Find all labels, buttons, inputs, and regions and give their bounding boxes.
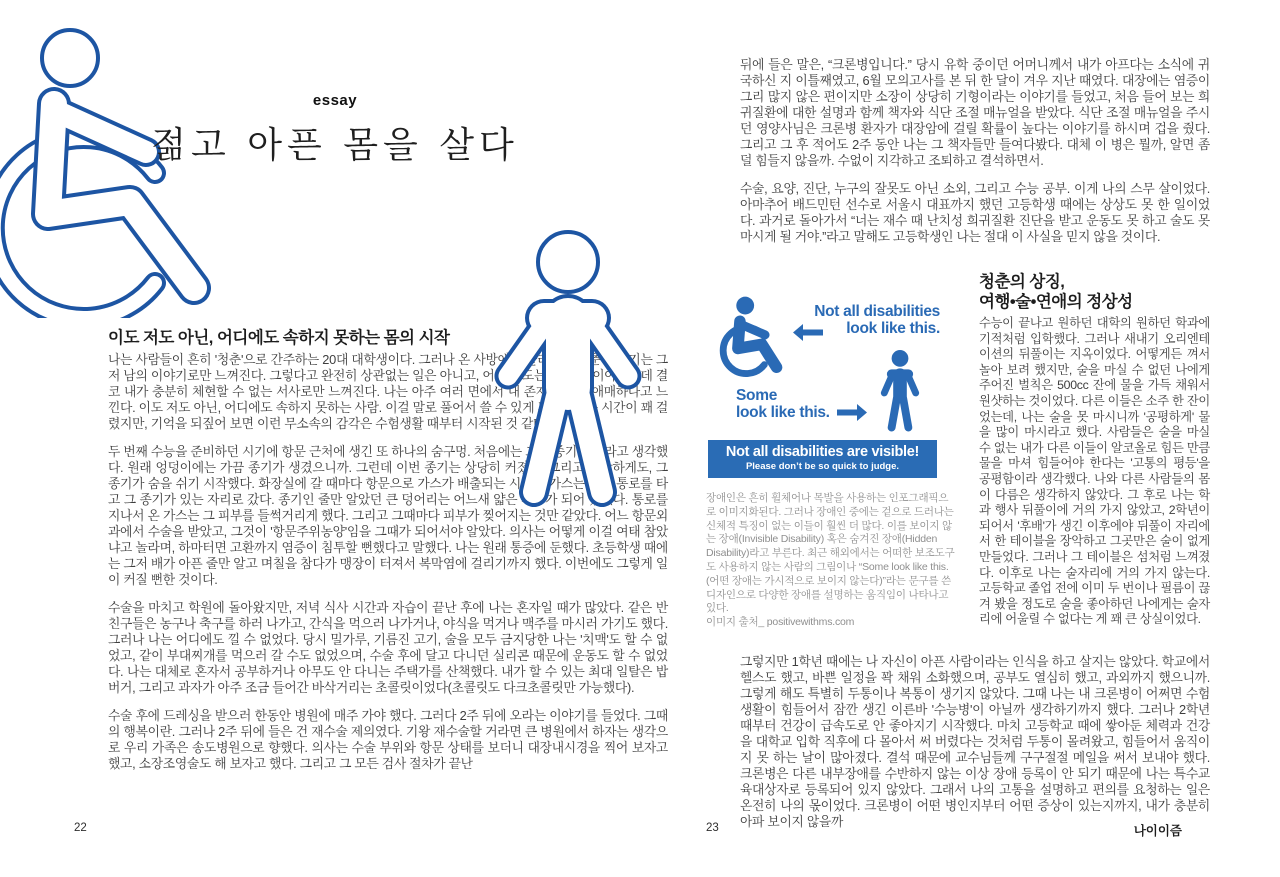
right-column-text: 수능이 끝나고 원하던 대학의 원하던 학과에 기적처럼 입학했다. 그러나 새내기 오리엔테이션의 뒤풀이는 지옥이었다. 어떻게든 껴서 놀아 보려 했지만, 술을 마실 수 없던 나에게 주어진 벌칙은 500cc 잔에 물을 가득 채워서 원샷하는 것이었다. 다른 이들은 소주 한 잔이었는데, 나는 술을 못 마시니까 '공평하게' 물을 많이 마시라고 했다. 사람들은 술을 마실 수 없는 내가 다른 이들이 알코올로 힘든 만큼 물을 마셔 힘들어야 한다는 '고통의 평등'을 공평함이라 생각했다. 나와 다른 사람들의 몸이 다름은 생각하지 않았다. 그 후로 나는 학과 행사 뒤풀이에 거의 가지 않았고, 2학년이 되어서 '후배'가 생긴 이후에야 뒤풀이 자리에서 한 테이블을 장악하고 그곳만은 술이 없게 만들었다. 그러나 그 테이블은 섬처럼 느껴졌다. 이후로 나는 술자리에 거의 가지 않는다. 고등학교 졸업 전에 이미 두 번이나 필름이 끊겨 봤을 정도로 술을 좋아하던 나에게는 술자리에 어울릴 수 없다는 게 꽤 큰 상실이었다. [979,316,1210,627]
standing-person-icon [878,350,922,438]
arrow-left-icon [792,324,824,341]
infographic-caption: 장애인은 흔히 휠체어나 목발을 사용하는 인포그래픽으로 이미지화된다. 그러나 장애인 중에는 겉으로 드러나는 신체적 특징이 없는 이들이 훨씬 더 많다. 이를 보이지 않는 장애(Invisible Disability) 혹은 숨겨진 장애(Hidden Disability)라고 부른다. 최근 해외에서는 어떠한 보조도구도 사용하지 않는 사람의 그림이나 “Some look like this. (어떤 장애는 가시적으로 보이지 않는다)”라는 문구를 쓴 디자인으로 다양한 장애를 설명하는 움직임이 나타나고 있다. 이미지 출처_ positivewithms.com [706,492,958,630]
infographic-banner: Not all disabilities are visible! Please don’t be so quick to judge. [708,440,937,478]
paragraph: 뒤에 들은 말은, “크론병입니다.” 당시 유학 중이던 어머니께서 내가 아프다는 소식에 귀국하신 지 이틀째였고, 6월 모의고사를 본 뒤 한 달이 겨우 지난 때였다. 대장에는 염증이 그리 많지 않은 편이지만 소장이 상당히 기형이라는 이야기를 들었고, 처음 들어 보는 희귀질환에 대한 설명과 함께 책자와 식단 조절 매뉴얼을 받았다. 식단 조절 매뉴얼을 주시던 영양사님은 크론병 환자가 대장암에 걸릴 확률이 높다는 이야기를 하시며 겁을 줬다. 그리고 그 후 적어도 2주 동안 나는 그 책자들만 들여다봤다. 대체 이 병은 뭘까, 알면 좀 덜 힘들지 않을까. 수없이 지각하고 조퇴하고 결석하면서. [740,57,1210,168]
infographic-label-some: Some look like this. [736,387,830,421]
left-section-heading: 이도 저도 아닌, 어디에도 속하지 못하는 몸의 시작 [108,329,450,347]
page-number-left: 22 [74,822,87,834]
paragraph: 수술, 요양, 진단, 누구의 잘못도 아닌 소외, 그리고 수능 공부. 이게 나의 스무 살이었다. 아마추어 배드민턴 선수로 서울시 대표까지 했던 고등학생 때에는 상상도 못 한 일이었다. 과거로 돌아가서 “너는 재수 때 난치성 희귀질환 진단을 받고 운동도 못 하고 술도 못 마시게 될 거야.”라고 말해도 고등학생인 나는 절대 이 사실을 믿지 않을 것이다. [740,181,1210,244]
paragraph: 수술 후에 드레싱을 받으러 한동안 병원에 매주 가야 했다. 그러다 2주 뒤에 오라는 이야기를 들었다. 그때의 행복이란. 그러나 2주 뒤에 들은 건 재수술 제의였다. 기왕 재수술할 거라면 큰 병원에서 하자는 생각으로 우리 가족은 송도병원으로 향했다. 의사는 수술 부위와 항문 상태를 보더니 대장내시경을 찍어 보자고 했고, 소장조영술도 해 보자고 했다. 그리고 그 모든 검사 절차가 끝난 [108,708,668,771]
infographic-label-top: Not all disabilities look like this. [814,303,940,337]
right-bottom-text: 그렇지만 1학년 때에는 나 자신이 아픈 사람이라는 인식을 하고 살지는 않았다. 학교에서 헬스도 했고, 바쁜 일정을 꽉 채워 소화했으며, 공부도 열심히 했고, 과외까지 했으니까. 그렇게 해도 특별히 두통이나 복통이 생기지 않았다. 그때 나는 내 크론병이 어쩌면 수험생활이 힘들어서 잠깐 생긴 이른바 '수능병'이 아닐까 생각하기까지 했다. 그러나 2학년 때부터 건강이 급속도로 안 좋아지기 시작했다. 마치 고등학교 때에 쌓아둔 체력과 건강을 대학교 입학 직후에 다 몰아서 써 버렸다는 것처럼 두통이 몰려왔고, 힘들어서 움직이지 못 하는 날이 많아졌다. 결석 때문에 교수님들께 구구절절 메일을 써서 보내야 했다. 크론병은 다른 내부장애를 수반하지 않는 이상 장애 등록이 안 되기 때문에 나는 특수교육대상자로 등록되어 있지 않았다. 그래서 나의 고통을 설명하고 편의를 요청하는 일은 온전히 나의 몫이었다. 크론병이 어떤 병인지부터 어떤 증상이 있는지까지, 내가 충분히 아파 보이지 않을까 [740,654,1210,829]
essay-label: essay [312,92,358,109]
page-title: 젊고 아픈 몸을 살다 [151,125,519,166]
paragraph: 두 번째 수능을 준비하던 시기에 항문 근처에 생긴 또 하나의 숨구멍. 처음에는 그냥 종기일 거라고 생각했다. 원래 엉덩이에는 가끔 종기가 생겼으니까. 그런데 이번 종기는 상당히 커졌다. 그리고 이상하게도, 그 종기가 숨을 쉬기 시작했다. 화장실에 갈 때마다 항문으로 가스가 배출되는 시점에 가스는 어떤 통로를 타고 그 종기가 있는 자리로 갔다. 종기인 줄만 알았던 큰 덩어리는 어느새 얇은 피부가 되어 있었다. 통로를 지나서 온 가스는 그 피부를 들썩거리게 했다. 그리고 그때마다 피부가 찢어지는 것만 같았다. 어느 항문외과에서 수술을 받았고, 그것이 '항문주위농양'임을 그때가 되어서야 알았다. 의사는 어떻게 이걸 여태 참았냐고 놀라며, 하마터면 고환까지 염증이 침투할 뻔했다고 말했다. 나는 원래 통증에 둔했다. 초등학생 때에는 그저 배가 아픈 줄만 알고 며칠을 참다가 맹장이 터져서 복막염에 걸리기까지 했다. 이번에도 그렇게 일이 커질 뻔한 것이다. [108,444,668,587]
standing-person-outline-icon [486,226,666,521]
magazine-footer-label: 나이이즘 [1133,824,1182,838]
arrow-right-icon [836,404,868,421]
image-credit: 이미지 출처_ positivewithms.com [706,616,855,629]
right-section-heading: 청춘의 상징, 여행•술•연애의 정상성 [979,273,1133,311]
headline-area [150,92,520,168]
wheelchair-icon [718,296,786,380]
paragraph: 나는 사람들이 흔히 '청춘'으로 간주하는 20대 대학생이다. 그러나 온 사방에서 들려오는 청춘 이야기는 그저 남의 이야기로만 느껴진다. 그렇다고 완전히 상관없는 일은 아니고, 어느 정도는 분명 내 이야기인데 결코 내가 충분히 체현할 수 없는 서사로만 느껴진다. 나는 아주 여러 면에서 내 존재 자체가 애매하다고 느낀다. 이도 저도 아닌, 어디에도 속하지 못하는 사람. 이걸 말로 풀어서 쓸 수 있게 되기까지는 시간이 꽤 걸렸지만, 기억을 되짚어 보면 이런 무소속의 감각은 수험생활 때부터 시작된 것 같다. [108,352,668,431]
paragraph: 수술을 마치고 학원에 돌아왔지만, 저녁 식사 시간과 자습이 끝난 후에 나는 혼자일 때가 많았다. 같은 반 친구들은 농구나 축구를 하러 나가고, 간식을 먹으러 나가거나, 야식을 먹거나 맥주를 마시러 가기도 했다. 그러나 나는 어디에도 낄 수 없었다. 당시 밀가루, 기름진 고기, 술을 모두 금지당한 나는 '치맥'도 할 수 없었고, 같이 부대찌개를 먹으러 갈 수도 없었으며, 수술 후에 달고 다니던 실리콘 때문에 운동도 할 수 없었다. 나는 대체로 혼자서 공부하거나 아무도 안 다니는 주택가를 산책했다. 내가 할 수 있는 최대 일탈은 밥버거, 그리고 과자가 아주 조금 들어간 바삭거리는 초콜릿이었다(초콜릿도 다크초콜릿만 가능했다). [108,600,668,695]
disability-infographic [706,292,956,480]
right-top-text [740,57,1210,245]
page-number-right: 23 [706,822,719,834]
